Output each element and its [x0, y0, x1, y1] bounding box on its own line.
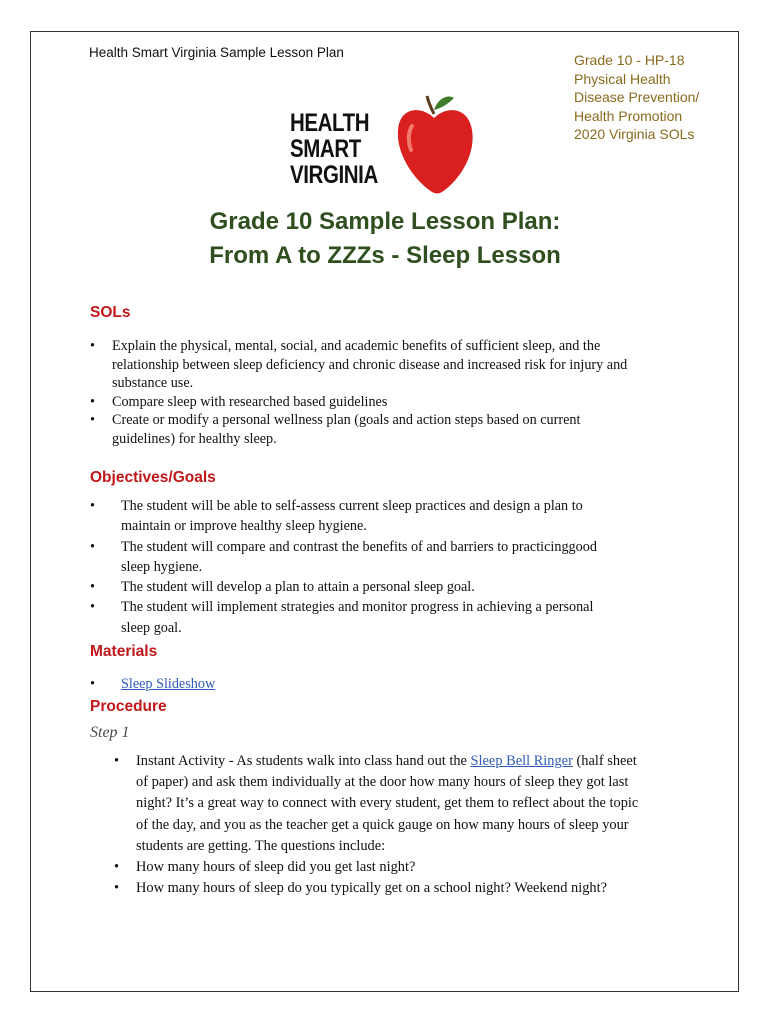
sleep-slideshow-link[interactable]: Sleep Slideshow [121, 676, 216, 692]
lesson-title-line2: From A to ZZZs - Sleep Lesson [209, 242, 561, 269]
list-item: • The student will compare and contrast the benefits of and barriers to practicinggood sleep hygiene. [90, 538, 597, 575]
header-title: Health Smart Virginia Sample Lesson Plan [89, 45, 344, 60]
sleep-bell-ringer-link[interactable]: Sleep Bell Ringer [470, 753, 573, 769]
bullet: • [90, 579, 95, 596]
logo-line: VIRGINIA [290, 161, 378, 189]
lesson-title-line1: Grade 10 Sample Lesson Plan: [209, 208, 561, 235]
list-item: • The student will develop a plan to attain a personal sleep goal. [121, 577, 601, 597]
list-item: • The student will implement strategies and monitor progress in achieving a personal sleep goal. [90, 599, 594, 636]
header-grade-info [574, 51, 699, 144]
list-item: • Instant Activity - As students walk into class hand out the Sleep Bell Ringer (half sheet of paper) and ask them individually at the door how many hours of sleep they got last night? It’s a great way to connect with every student, get them to reflect about the topic of the day, and you as the teacher get a quick gauge on how many hours of sleep your students are getting. The questions include: [114, 753, 639, 854]
list-item [90, 675, 601, 694]
bullet: • [114, 753, 120, 769]
health-smart-virginia-logo [290, 92, 490, 196]
header-grade-line: Disease Prevention/ [574, 89, 700, 106]
step-1-heading: Step 1 [90, 724, 130, 741]
logo-wordmark [290, 110, 378, 188]
bullet: • [90, 338, 95, 354]
header-grade-line: Grade 10 - HP-18 [574, 52, 685, 68]
procedure-list [114, 751, 642, 899]
bullet: • [90, 412, 95, 428]
objectives-list [90, 496, 601, 638]
list-item: • How many hours of sleep do you typically get on a school night? Weekend night? [136, 878, 642, 899]
list-item: • Create or modify a personal wellness plan (goals and action steps based on current guidelines) for healthy sleep. [90, 412, 581, 447]
procedure-heading: Procedure [90, 698, 167, 715]
header-grade-line: 2020 Virginia SOLs [574, 126, 695, 143]
bullet: • [90, 599, 95, 616]
list-item: • Explain the physical, mental, social, and academic benefits of sufficient sleep, and the relationship between sleep deficiency and chronic disease and increased risk for injury and substance use. [90, 338, 628, 391]
bullet: • [90, 538, 95, 555]
list-item: • How many hours of sleep did you get last night? [136, 857, 642, 878]
bullet: • [90, 498, 95, 514]
header-grade-line: Physical Health [574, 70, 671, 87]
bullet: • [114, 880, 120, 897]
logo-line: SMART [290, 135, 361, 163]
materials-list [90, 675, 601, 694]
list-item: • Compare sleep with researched based guidelines [90, 393, 388, 410]
apple-icon [394, 92, 476, 196]
sols-list [90, 337, 632, 448]
bullet: • [90, 393, 95, 410]
sols-heading: SOLs [90, 304, 131, 321]
materials-heading: Materials [90, 643, 158, 660]
bullet: • [90, 676, 95, 692]
bullet: • [114, 859, 120, 876]
logo-line: HEALTH [290, 109, 370, 137]
list-item: • The student will be able to self-assess current sleep practices and design a plan to maintain or improve healthy sleep hygiene. [90, 498, 583, 535]
objectives-heading: Objectives/Goals [90, 469, 216, 486]
header-grade-line: Health Promotion [574, 107, 683, 124]
